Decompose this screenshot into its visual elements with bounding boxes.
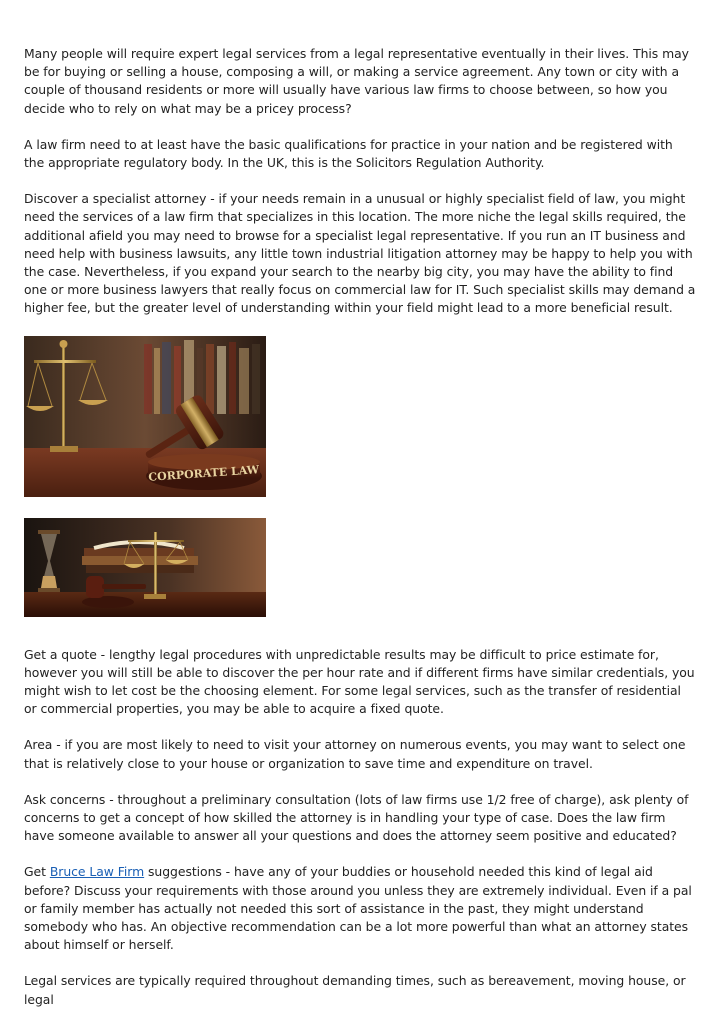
suggestions-lead: Get	[24, 864, 50, 880]
paragraph-suggestions	[24, 863, 696, 954]
paragraph-area: Area - if you are most likely to need to visit your attorney on numerous events, you may want to select one that is relatively close to your house or organization to save time and expenditure on travel.	[24, 737, 686, 771]
gavel-scales-illustration	[24, 336, 266, 497]
hourglass-books-illustration	[24, 518, 266, 617]
gavel-scales-photo	[24, 336, 266, 497]
paragraph-closing: Legal services are typically required throughout demanding times, such as bereavement, moving house, or legal	[24, 973, 686, 1007]
bruce-law-firm-link[interactable]: Bruce Law Firm	[49, 864, 145, 880]
suggestions-body: suggestions - have any of your buddies or household needed this kind of legal aid before? Discuss your requirements with those around you unless they are extremely individual. Even if a pal or family member has actually not needed this sort of assistance in the past, they might understand somebody who has. An objective recommendation can be a lot more powerful than what an attorney states about himself or herself.	[24, 864, 692, 953]
corporate-law-label: CORPORATE LAW	[147, 462, 260, 484]
paragraph-intro: Many people will require expert legal services from a legal representative eventually in their lives. This may be for buying or selling a house, composing a will, or making a service agreement. Any town or city with a couple of thousand residents or more will usually have various law firms to choose between, so how you decide who to rely on what may be a pricey process?	[24, 46, 689, 116]
paragraph-quote: Get a quote - lengthy legal procedures with unpredictable results may be difficult to price estimate for, however you will still be able to discover the per hour rate and if different firms have similar credentials, you might wish to let cost be the choosing element. For some legal services, such as the transfer of residential or commercial properties, you may be able to acquire a fixed quote.	[24, 646, 695, 717]
hourglass-books-photo	[24, 518, 266, 617]
paragraph-specialist: Discover a specialist attorney - if your needs remain in a unusual or highly specialist field of law, you might need the services of a law firm that specializes in this location. The more niche the legal skills required, the additional afield you may need to browse for a specialist legal representative. If you run an IT business and need help with business lawsuits, any little town industrial litigation attorney may be happy to help you with the case. Nevertheless, if you expand your search to the nearby big city, you may have the ability to find one or more business lawyers that really focus on commercial law for IT. Such specialist skills may demand a higher fee, but the greater level of understanding within your field might lead to a more beneficial result.	[24, 191, 696, 316]
article	[24, 45, 696, 1027]
paragraph-qualifications: A law firm need to at least have the basic qualifications for practice in your nation and be registered with the appropriate regulatory body. In the UK, this is the Solicitors Regulation Authority.	[24, 136, 673, 171]
paragraph-ask: Ask concerns - throughout a preliminary consultation (lots of law firms use 1/2 free of charge), ask plenty of concerns to get a concept of how skilled the attorney is in handling your type of case. Does the law firm have someone available to answer all your questions and does the attorney seem positive and educated?	[24, 791, 689, 844]
